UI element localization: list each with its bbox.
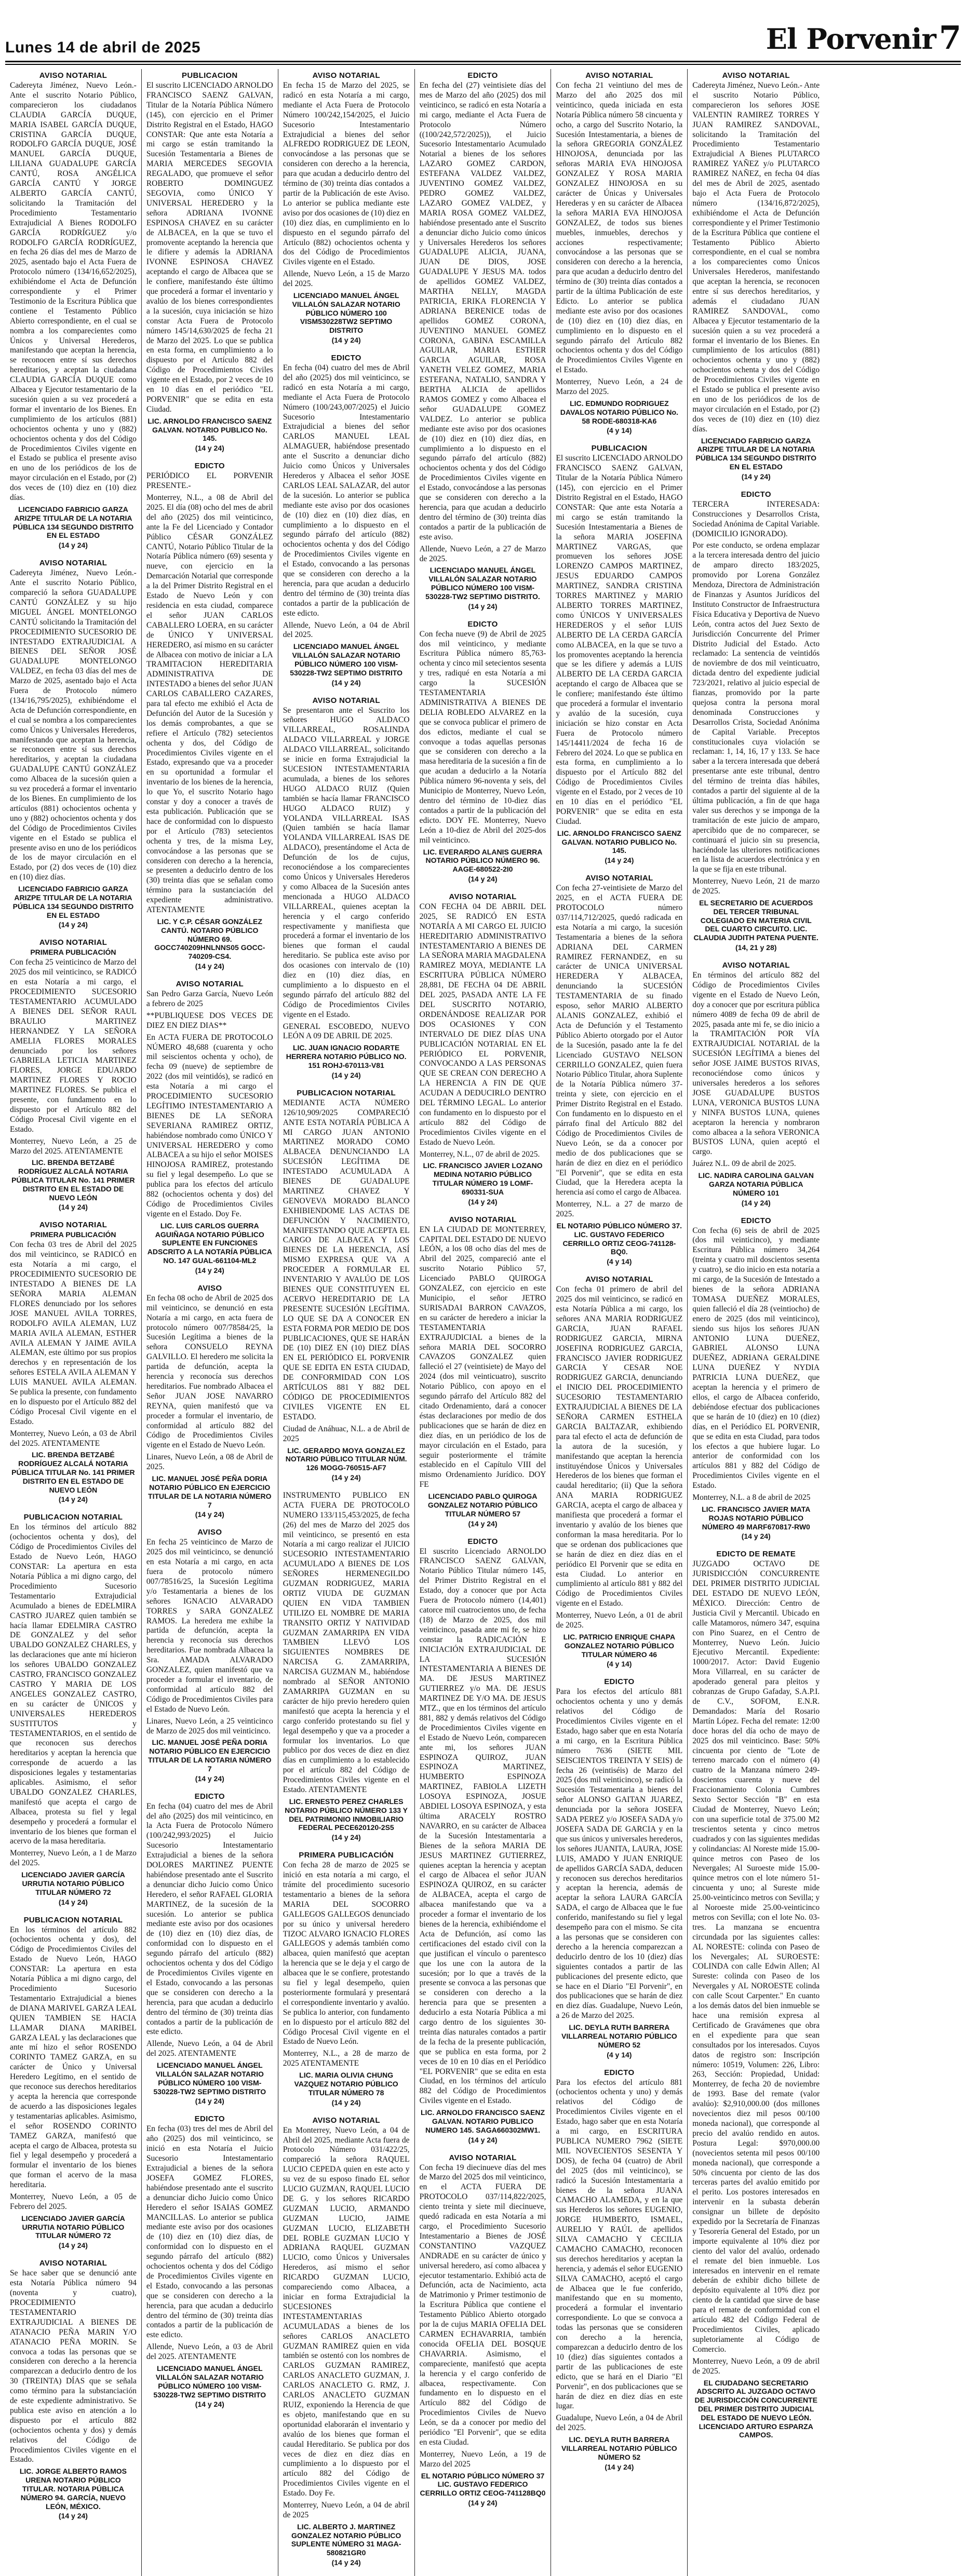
notice-title: AVISO NOTARIAL [449,892,517,901]
publication-dates: (14 y 24) [195,1510,224,1519]
legal-notice [146,462,273,970]
notice-body: Linares, Nuevo León, a 25 veinticinco de Marzo de 2025 dos mil veinticinco. [146,1716,273,1736]
notice-body: El suscrito LICENCIADO ARNOLDO FRANCISCO SAENZ GALVAN, Titular de la Notaría Pública Número (145), con ejercicio en el Primer Distrito Registral en el Estado, HAGO CONSTAR: Que ante esta Notaría a mi cargo se están tramitando la Sucesión Intestamentaria a Bienes de la señora MARIA JOSEFINA MARTINEZ VARGAS, que promueven los señores JOSE LORENZO CAMPOS MARTINEZ, JESUS EDUARDO CAMPOS MARTINEZ, SANDRA CRISTINA TORRES MARTINEZ y MARIO ALBERTO TORRES MARTINEZ, como ÚNICOS Y UNIVERSALES HEREDEROS y el señor LUIS ALBERTO DE LA CERDA GARCÍA como ALBACEA, en la que se tuvo a los promoventes aceptando la herencia que se les difiere y además a LUIS ALBERTO DE LA CERDA GARCIA aceptando el cargo de Albacea que se le confiere; manifestando éste último que procederá a formular el inventario y avalúo de la sucesión, cuya iniciación se hizo constar en Acta Fuera de Protocolo número 145/14411/2024 de fecha 16 de Febrero del 2024. Lo que se publica en esta forma, en cumplimiento a lo dispuesto por el Artículo 882 del Código de Procedimientos Civiles vigente en el Estado, por 2 veces de 10 en 10 días en el periódico "EL PORVENIR" que se edita en esta Ciudad. [556,454,683,826]
notice-title: EDICTO [331,354,361,363]
notice-body: En términos del artículo 882 del Código de Procedimientos Civiles vigente en el Estado de Nuevo León, doy a conocer que por escritura pública número 4089 de fecha 09 de abril de 2025, pasada ante mi fe, se dio inicio a la TRAMITACIÓN POR VÍA EXTRAJUDICIAL NOTARIAL de la SUCESIÓN LEGÍTIMA a bienes del señor JOSE JAIME BUSTOS RIVAS, reconociéndose como únicos y universales herederos a los señores JOSE GUADALUPE BUSTOS LUNA, VERONICA BUSTOS LUNA y NINFA BUSTOS LUNA, quienes aceptaron la herencia y nombraron como albacea a la señora VERONICA BUSTOS LUNA, quien aceptó el cargo. [692,971,820,1157]
notice-body: Para los efectos del artículo 881 (ochocientos ochenta y uno) y demás relativos del Código de Procedimientos Civiles vigente en el Estado, hago saber que en esta Notaría a mi cargo, en ESCRITURA PUBLICA NUMERO 7962 (SIETE MIL NOVECIENTOS SESENTA Y DOS), de fecha 04 (cuatro) de Abril del 2025 (dos mil veinticinco), se radicó la Sucesión Intestamentaria a bienes de la señora JUANA CAMACHO ALAMEDA, y en la que sus Herederos los señores EUGENIO, JORGE HUMBERTO, ISMAEL, AURELIO Y RAÚL de apellidos SILVA CAMACHO Y CECILIA CAMACHO CAMACHO, reconocen sus derechos hereditarios y aceptan la herencia, y además el señor EUGENIO SILVA CAMACHO, aceptó el cargo de Albacea que le fue conferido, manifestando que en su momento, procederá a formular el inventario correspondiente. Lo que se convoca a todas las personas que se consideren con derecho a la herencia, comparezcan a deducirlo dentro de los 10 (diez) días siguientes contados a partir de las publicaciones de este edicto, que se hará en el Diario "El Porvenir", en dos publicaciones que se harán de diez en diez días en este lugar. [556,2078,683,2411]
notice-body: Monterrey, Nuevo León, a 03 de Abril del 2025. ATENTAMENTE [10,1429,137,1448]
legal-notice [283,2116,410,2567]
notice-body: Monterrey, Nuevo León, a 1 de Marzo del 2025. [10,1849,137,1868]
notice-body: Juárez N.L. 09 de abril de 2025. [692,1159,796,1169]
notice-signature: LIC. NADIRA CAROLINA GALVAN GARZA NOTARIA PÚBLICA NÚMERO 101 [698,1171,814,1197]
notice-title: EDICTO [467,71,498,80]
notice-body: Monterrey, Nuevo León, a 01 de abril de 2025. [556,1611,683,1630]
publication-dates: (14, 21 y 28) [735,943,777,952]
publication-dates: (14 y 24) [195,961,224,970]
notice-body: En fecha 25 veinticinco de Marzo de 2025 dos mil veinticinco, se denunció en esta Notaría a mi cargo, en acta fuera de protocolo número 007/78516/25, la Sucesión Legítima y/o Testamentaria a bienes de los señores IGNACIO ALVARADO TORRES y SARA GONZALEZ RAMOS. La heredera me exhibe la partida de defunción, acepta la herencia y reconocía sus derechos hereditarios. Fue nombrada Albacea la Sra. AMADA ALVARADO GONZALEZ, quien manifestó que va proceder a formular el inventario, de conformidad al artículo 882 del Código de Procedimientos Civiles para el Estado de Nuevo León. [146,1538,273,1714]
notice-body: Monterrey, Nuevo León, a 09 de abril de 2025. [692,2356,820,2376]
notice-signature: LIC. ARNOLDO FRANCISCO SAENZ GALVAN. NOTARIO PUBLICO No. 145. [557,829,681,855]
legal-notice [283,1851,410,2106]
publication-dates: (14 y 24) [58,1203,88,1212]
notice-title: PUBLICACION NOTARIAL [23,1513,123,1522]
column-1 [5,69,142,2576]
notice-body: Monterrey, N.L., a 08 de Abril del 2025. El día (08) ocho del mes de abril del año (2025) dos mil veinticinco, ante la Fe del Licenciado y Contador Público CÉSAR GONZÁLEZ CANTÚ, Notario Público Titular de la Notaría Pública número (69) sesenta y nueve, con ejercicio en la Demarcación Notarial que corresponde a la del Primer Distrito Registral en el Estado de Nuevo León y con residencia en esta ciudad, comparece el señor JUAN CARLOS CABALLERO LOERA, en su carácter de ÚNICO Y UNIVERSAL HEREDERO, así mismo en su carácter de Albacea con motivo de iniciar a LA TRAMITACION HEREDITARIA ADMINISTRATIVA DE INTESTADO a bienes del señor JUAN CARLOS CABALLERO CAZARES, para tal efecto me exhibió el Acta de Defunción del Autor de la Sucesión y los demás comprobantes, a que se refiere el Artículo (782) setecientos ochenta y dos, del Código de Procedimientos Civiles vigente en el Estado, expresando que va a proceder en su oportunidad a formular el inventario de los bienes de la herencia, lo que Yo, el suscrito Notario hago constar y doy a conocer a través de esta publicación. Publicación que se hace de conformidad con lo dispuesto por el Artículo (783) setecientos ochenta y tres, de la misma Ley, convocándose a las personas que se consideren con derecho a la herencia, se presenten a deducirlo dentro de los (30) treinta días que se señalan como término para la sustanciación del expediente administrativo. ATENTAMENTE [146,493,273,915]
notice-body: Allende, Nuevo León, a 15 de Marzo del 2025. [283,269,410,289]
notice-body: PERIÓDICO EL PORVENIR PRESENTE.- [146,471,273,491]
notice-body: Allende, Nuevo León, a 04 de Abril del 2025. [283,620,410,640]
legal-notice [10,938,137,1211]
notice-body: En fecha 15 de Marzo del 2025, se radicó en esta Notaría a mi cargo, mediante el Acta Fuera de Protocolo Número 100/242,154/2025, el Juicio Sucesorio Intestamentario Extrajudicial a bienes del señor ALFREDO RODRIGUEZ DE LEON, convocándose a las personas que se consideren con derecho a la herencia, para que acudan a deducirlo dentro del término de (30) treinta días contados a partir de la Publicación de este Aviso. Lo anterior se publica mediante este aviso por dos ocasiones de (10) diez en (10) diez días, en cumplimiento en lo dispuesto en el segundo párrafo del Artículo (882) ochocientos ochenta y dos del Código de Procedimientos Civiles vigente en el Estado. [283,81,410,267]
notice-signature: LICENCIADO FABRICIO GARZA ARIZPE TITULAR DE LA NOTARIA PÚBLICA 134 SEGUNDO DISTRITO EN EL ESTADO [12,505,134,540]
column-3 [278,69,415,2576]
notice-body: Con fecha (6) seis de abril de 2025 (dos mil veinticinco), y mediante Escritura Pública número 34,264 (treinta y cuatro mil doscientos sesenta y cuatro), se dio inicio en esta notaría a mi cargo, de la Sucesión de Intestado a bienes de la señora ADRIANA TOMASA DUEÑEZ MORALES, quien falleció el día 28 (veintiocho) de enero de 2025 (dos mil veinticinco), siendo sus hijos los señores JUAN ANTONIO LUNA DUEÑEZ, GABRIEL ALONSO LUNA DUEÑEZ, ADRIANA GERALDINE LUNA DUEÑEZ Y NYDIA PATRICIA LUNA DUEÑEZ, que aceptan la herencia y el primero de ellos, el cargo de Albacea conferido, debiéndose efectuar dos publicaciones que se harán de 10 (diez) en 10 (diez) días, en el Periódico EL PORVENIR, que se edita en esta Ciudad, para todos los efectos a que hubiere lugar. Lo anterior de conformidad con los artículos 881 y 882 del Código de Procedimientos Civiles vigente en el Estado. [692,1226,820,1490]
notice-title: AVISO NOTARIAL [39,2259,108,2268]
notice-signature: EL SECRETARIO DE ACUERDOS DEL TERCER TRIBUNAL COLEGIADO EN MATERIA CIVIL DEL CUARTO CIRCUITO. LIC. CLAUDIA JUDITH PATENA PUENTE. [693,899,819,942]
notice-body: Cadereyta Jiménez, Nuevo León.- Ante el suscrito Notario Público, comparecieron los ciudadanos CLAUDIA GARCÍA DUQUE, MARIA ISABEL GARCÍA DUQUE, CRISTINA GARCÍA DUQUE, RODOLFO GARCÍA DUQUE, JOSÉ MANUEL GARCÍA DUQUE, LILIANA GUADALUPE GARCÍA CANTÚ, ROSA ANGÉLICA GARCÍA CANTÚ Y JORGE ALBERTO GARCÍA CANTÚ, solicitando la Tramitación del Procedimiento Testamentario Extrajudicial A Bienes RODOLFO GARCÍA RODRÍGUEZ y/o RODOLFO GARCÍA RODRÍGUEZ, en fecha 26 días del mes de Marzo de 2025, asentado bajo el Acta Fuera de Protocolo número (134/16,652/2025), exhibiéndome el Acta de Defunción correspondiente y el Primer Testimonio de la Escritura Pública que contiene el Testamento Público Abierto correspondiente, en el cual se nombra a los comparecientes como Únicos y Universal Herederos, manifestando que aceptan la herencia, se reconocen entre sí sus derechos hereditarios, y aceptan la ciudadana CLAUDIA GARCÍA DUQUE como Albacea y Ejecutor testamentario de la sucesión quien a su vez procederá a formar el inventario de los Bienes. En cumplimiento de los artículos (881) ochocientos ochenta y uno y (882) ochocientos ochenta y dos del Código de Procedimientos Civiles vigente en el Estado se publica el presente aviso en uno de los periódicos de los de mayor circulación en el Estado, por (2) dos veces de (10) diez en (10) diez días. [10,81,137,503]
notice-signature: LIC. DEYLA RUTH BARRERA VILLARREAL NOTARIO PÚBLICO NÚMERO 52 [561,2435,677,2461]
notice-body: Para los efectos del artículo 881 ochocientos ochenta y uno y demás relativos del Código de Procedimientos Civiles vigente en el Estado, hago saber que en esta Notaría a mi cargo, en la Escritura Pública número 7636 (SIETE MIL SEISCIENTOS TREINTA Y SEIS) de fecha 26 (veintiséis) de Marzo del 2025 (dos mil veinticinco), se radicó la Sucesión Testamentaria a bienes del señor ALONSO GAITAN JUAREZ, denunciada por la señora JOSEFA SADA PEREZ y/o JOSEFA SADA y/o JOSEFA SADA DE GARCIA y en la que sus únicos y universales herederos, los señores JUANITA, LAURA, JOSE LUIS, AMADO Y JUAN ENRIQUE de apellidos GARCÍA SADA, deducen y reconocen sus derechos hereditarios y aceptan la herencia, además de aceptar la señora LAURA GARCÍA SADA, el cargo de Albacea que le fue conferido, manifestando su fiel y legal desempeño para con el mismo. Se cita a las personas que se consideren con derecho a la herencia comparezcan a deducirlo dentro de los 10 (diez) días siguientes contados a partir de las publicaciones del presente edicto, que se hace en el Diario "El Porvenir", en dos publicaciones que se harán de diez en diez días. Guadalupe, Nuevo León, a 26 de Marzo del 2025. [556,1687,683,2021]
column-6 [688,69,824,2576]
publication-dates: (14 y 24) [741,1198,771,1207]
legal-notice [10,1221,137,1503]
legal-notice [10,2259,137,2520]
notice-body: Cadereyta Jiménez, Nuevo León.- Ante el suscrito Notario Público, comparecieron los señores JOSE VALENTIN RAMIREZ TORRES Y JUAN RAMIREZ SANDOVAL, solicitando la Tramitación del Procedimiento Testamentario Extrajudicial A Bienes PLUTARCO RAMIREZ YAÑEZ y/o PLUTARCO RAMIREZ NAÑEZ, en fecha 04 días del mes de Abril de 2025, asentado bajo el Acta Fuera de Protocolo número (134/16,872/2025), exhibiéndome el Acta de Defunción correspondiente y el Primer Testimonio de la Escritura Pública que contiene el Testamento Público Abierto correspondiente, en el cual se nombra a los comparecientes como Únicos Universales Herederos, manifestando que aceptan la herencia, se reconocen entre sí sus derechos hereditarios, y además el ciudadano JUAN RAMIREZ SANDOVAL, como Albacea y Ejecutor testamentario de la sucesión quien a su vez procederá a formar el inventario de los Bienes. En cumplimiento de los artículos (881) ochocientos ochenta y uno y (882) ochocientos ochenta y dos del Código de Procedimientos Civiles vigente en el Estado se publica el presente aviso en uno de los periódicos de los de mayor circulación en el Estado, por (2) dos veces de (10) diez en (10) diez días. [692,81,820,433]
notice-body: El suscrito Licenciado ARNOLDO FRANCISCO SAENZ GALVAN, Notario Público Titular número 145, del Primer Distrito Registral en el Estado, doy a conocer que por Acta Fuera de Protocolo número (14,401) catorce mil cuatrocientos uno, de fecha (18) de Marzo de 2025, dos mil veinticinco, pasada ante mi fe, se hizo constar la RADICACIÓN E INICIACIÓN EXTRAJUDICIAL DE LA SUCESIÓN INTESTAMENTARIA A BIENES DE MA. DE JESUS MARTINEZ GUTIERREZ y/o MA. DE JESUS MARTINEZ DE Y/O MA. DE JESUS MTZ., que en los términos del artículo 881, 882 y demás relativos del Código de Procedimientos Civiles vigente en el Estado de Nuevo León, comparecen ante mi, los señores JUAN ESPINOZA QUIROZ, JUAN ESPINOZA MARTINEZ, HUMBERTO ESPINOZA MARTINEZ, FABIOLA LIZETH LOSOYA ESPINOZA, JOSUE ABDIEL LOSOYA ESPINOZA, y esta última ARACELY ROSTRO NAVARRO, en su carácter de Albacea de la Sucesión Intestamentaria a Bienes de la señora MARIA DE JESUS MARTINEZ GUTIERREZ, quienes aceptan la herencia y aceptan el cargo de Albacea el señor JUAN ESPINOZA QUIROZ, en su carácter de ALBACEA, acepta el cargo de albacea manifestando que va a proceder a formar el inventario de los bienes de la herencia, exhibiéndome el Acta de Defunción, así como las certificaciones del estado civil con la que justifican el vínculo o parentesco que los une con la autora de la sucesión; por lo que a través de la presente se convoca a las personas que se consideren con derecho a la herencia para que se presenten a deducirlo a esta Notaría Pública a mi cargo dentro de los siguientes 30-treinta días naturales contados a partir de la fecha de la presente publicación, que se publica en esta forma, por 2 veces de 10 en 10 días en el Periódico "EL PORVENIR" que se edita en esta Ciudad, en los términos del artículo 882 del Código de Procedimientos Civiles vigente en el Estado. [419,1547,546,2106]
notice-title: AVISO NOTARIAL [449,2153,517,2162]
legal-notice [692,1550,820,2439]
notice-body: En ACTA FUERA DE PROTOCOLO NÚMERO 48,688 (cuarenta y ocho mil seiscientos ochenta y ocho), de fecha 09 (nueve) de septiembre de 2022 (dos mil veintidós), se radicó en esta Notaría a mi cargo el PROCEDIMIENTO SUCESORIO LEGÍTIMO INTESTAMENTARIO A BIENES DE LA SEÑORA SEVERIANA RAMIREZ ORTIZ, habiéndose nombrado como ÚNICO Y UNIVERSAL HEREDERO y como ALBACEA a su hijo el señor MOISES HINOJOSA RAMIREZ, protestando su fiel y legal desempeño. Lo que se publica para los efectos del artículo 882 (ochocientos ochenta y dos) del Código de Procedimientos Civiles vigente en el Estado. Doy Fe. [146,1033,273,1218]
legal-notice [283,1089,410,1482]
legal-notice [556,444,682,864]
notice-body: Con fecha 25 veinticinco de Marzo del 2025 dos mil veinticinco, se RADICÓ en esta Notaría a mi cargo, el PROCEDIMIENTO SUCESORIO TESTAMENTARIO ACUMULADO A BIENES DEL SEÑOR RAUL BRAULIO MARTINEZ HERNANDEZ Y LA SEÑORA AMELIA FLORES MORALES denunciado por los señores GABRIELA LETICIA MARTINEZ FLORES, JORGE EDUARDO MARTINEZ FLORES Y ROCIO MARTINEZ FLORES. Se publica el presente, con fundamento en lo dispuesto por el Artículo 882 del Código Procesal Civil vigente en el Estado. [10,958,137,1134]
legal-notice [10,1916,137,2250]
notice-title: AVISO NOTARIAL [585,71,653,80]
notice-title: EDICTO [194,462,225,471]
notice-body: Con fecha 28 de marzo de 2025 se inició en esta notaría a mi cargo, el trámite del procedimiento sucesorio testamentario a bienes de la señora MARIA DEL SOCORRO GALLEGOS GALLEGOS denunciado por su único y universal heredero TIZOC ALVARO IGNACIO FLORES GALLEGOS y además también como albacea, quien manifestó que aceptan la herencia que se le deja y el cargo de albacea que le se confiere, protestando su fiel y legal desempeño, quien posteriormente formulará y presentará el correspondiente inventario y avalúo. Se publica lo anterior, con fundamento en lo dispuesto por el artículo 882 del Código Procesal Civil vigente en el Estado de Nuevo León. [283,1861,410,2046]
notice-body: MEDIANTE ACTA NÚMERO 126/10,909/2025 COMPARECIÓ ANTE ESTA NOTARÍA PÚBLICA A MI CARGO JUAN ANTONIO MARTINEZ MORADO COMO ALBACEA DENUNCIANDO LA SUCESIÓN LEGÍTIMA DE INTESTADO ACUMULADA A BIENES DE GUADALUPE MARTINEZ CHAVEZ Y GENOVEVA MORADO BLANCO EXHIBIENDOME LAS ACTAS DE DEFUNCIÓN Y NACIMIENTO, MANIFESTANDO QUE ACEPTA EL CARGO DE ALBACEA Y LOS BIENES DE LA HERENCIA, ASÍ MISMO EXPRESA QUE VA A PROCEDER A FORMULAR EL INVENTARIO Y AVALÚO DE LOS BIENES QUE CONSTITUYEN EL ACERVO HEREDITARIO DE LA PRESENTE SUCESIÓN LEGÍTIMA. LO QUE SE DA A CONOCER EN ESTA FORMA POR MEDIO DE DOS PUBLICACIONES, QUE SE HARÁN DE (10) DIEZ EN (10) DIEZ DÍAS EN EL PERIÓDICO EL PORVENIR QUE SE EDITA EN ESTA CIUDAD, DE CONFORMIDAD CON LOS ARTÍCULOS 881 Y 882 DEL CÓDIGO DE PROCEDIMIENTOS CIVILES VIGENTE EN EL ESTADO. [283,1098,410,1421]
brand-name: El Porvenir [766,22,936,56]
notice-body: Monterrey, Nuevo León, a 25 de Marzo del 2025. ATENTAMENTE [10,1136,137,1156]
notice-signature: LIC. EVERARDO ALANIS GUERRA NOTARIO PÚBLICO NÚMERO 96. AAGE-680522-2I0 [423,847,543,874]
notice-body: **PUBLIQUESE DOS VECES DE DIEZ EN DIEZ DIAS** [146,1011,273,1030]
legal-notice [146,2114,273,2408]
legal-notice [283,354,410,687]
notice-signature: LIC. BRENDA BETZABÉ RODRÍGUEZ ALCALÁ NOTARIA PÚBLICA TITULAR No. 141 PRIMER DISTRITO EN EL ESTADO DE NUEVO LEÓN [11,1158,135,1202]
notice-body: Linares, Nuevo León, a 08 de Abril de 2025. [146,1453,273,1472]
legal-notice [556,1677,682,2058]
publication-dates: (14 y 24) [58,2512,88,2520]
notice-title: EDICTO [741,490,771,499]
notice-title: PUBLICACION [182,71,238,80]
publication-dates: (14 y 24) [58,541,88,550]
notice-body: Con fecha nueve (9) de Abril de 2025 dos mil veinticinco, y mediante Escritura Pública número 85,763-ochenta y cinco mil setecientos sesenta y tres, radiqué en esta Notaría a mi cargo la SUCESIÓN TESTAMENTARIA ADMINISTRATIVA A BIENES DE DELIA ROBLEDO ALVAREZ en la que se convoca publicar el primero de dos edictos, mediante el cual se convoque a todas aquellas personas que se consideren con derecho a la masa hereditaria de la sucesión a fin de que acudan a deducirlo a la Notaría Pública número 96-noventa y seis, del Municipio de Monterrey, Nuevo León, dentro del término de 10-diez días contados a partir de la publicación del edicto. DOY FE. Monterrey, Nuevo León a 10-diez de Abril del 2025-dos mil veinticinco. [419,629,546,845]
legal-notice [692,490,820,952]
notice-title: AVISO NOTARIAL [39,1221,108,1230]
notice-body: Monterrey, Nuevo León, a 24 de Marzo del 2025. [556,377,683,397]
notice-body: El suscrito LICENCIADO ARNOLDO FRANCISCO SAENZ GALVAN, Titular de la Notaría Pública Número (145), con ejercicio en el Primer Distrito Registral en el Estado, HAGO CONSTAR: Que ante esta Notaría a mi cargo se están tramitando la Sucesión Testamentaria a Bienes de MARIA MERCEDES SEGOVIA REGALADO, que promueve el señor ROBERTO DOMINGUEZ SEGOVIA, como ÚNICO Y UNIVERSAL HEREDERO y la señora ADRIANA IVONNE ESPINOSA CHAVEZ en su carácter de ALBACEA, en la que se tuvo el promovente aceptando la herencia que le difiere y además la ADRIANA IVONNE ESPINOSA CHAVEZ aceptando el cargo de Albacea que se le confiere, manifestando éste último que procederá a formar el inventario y avalúo de los bienes correspondientes a la sucesión, cuya iniciación se hizo constar Acta Fuera de Protocolo número 145/14,630/2025 de fecha 21 de Marzo del 2025. Lo que se publica en esta forma, en cumplimiento a lo dispuesto por el Artículo 882 del Código de Procedimientos Civiles vigente en el Estado, por 2 veces de 10 en 10 días en el periódico "EL PORVENIR" que se edita en esta Ciudad. [146,81,273,414]
notice-body: Por este conducto, se ordena emplazar a la tercera interesada dentro del juicio de amparo directo 183/2025, promovido por Lorena González Mendoza, Directora de Administración de Finanzas y Asuntos Jurídicos del Instituto Constructor de Infraestructura Física Educativa y Deportiva de Nuevo León, contra actos del Juez Sexto de Jurisdicción Concurrente del Primer Distrito Judicial del Estado. Acto reclamado: La sentencia de veintidós de noviembre de dos mil veinticuatro, dictada dentro del expediente judicial 723/2021, relativo al juicio especial de fianzas, promovido por la parte quejosa contra la persona moral denominada Construcciones y Desarrollos Crista, Sociedad Anónima de Capital Variable. Preceptos constitucionales cuya violación se reclaman: 1, 14, 16, 17 y 133. Se hace saber a la tercera interesada que deberá presentarse ante este tribunal, dentro del término de treinta días hábiles, contados a partir del siguiente al de la última publicación, a fin de que haga valer sus derechos y se imponga de la tramitación de este juicio de amparo, apercibido que de no comparecer, se continuará el juicio sin su presencia, haciéndole las ulteriores notificaciones en la lista de acuerdos electrónica y en la que se fija en este tribunal. [692,541,820,874]
notice-body: En los términos del artículo 882 (ochocientos ochenta y dos), del Código de Procedimientos Civiles del Estado de Nuevo León, HAGO CONSTAR: La apertura en esta Notaría Pública a mi digno cargo, del Procedimiento Sucesorio Testamentario Extrajudicial Acumulado a bienes de EDELMIRA CASTRO JUAREZ quien también se hacía llamar EDELMIRA CASTRO DE GONZALEZ y del señor UBALDO GONZALEZ CHARLES, y las declaraciones que ante mí hicieron los señores UBALDO GONZALEZ CASTRO, FRANCISCO GONZALEZ CASTRO Y MARIA DE LOS ANGELES GONZALEZ CASTRO, en su carácter de ÚNICOS y UNIVERSALES HEREDEROS SUSTITUTOS y TESTAMENTARIOS, en el sentido de que reconocen sus derechos hereditarios y aceptan la herencia que corresponde de acuerdo a las disposiciones legales y testamentarias aplicables. Asimismo, el señor UBALDO GONZALEZ CHARLES, manifestó que acepta el cargo de Albacea, protesta su fiel y legal desempeño y procederá a formular el inventario de los bienes que forman el acervo de la masa hereditaria. [10,1523,137,1846]
notice-signature: LICENCIADO JAVIER GARCÍA URRUTIA NOTARIO PÚBLICO TITULAR NÚMERO 72 [21,1870,125,1896]
notice-signature: LIC. EDMUNDO RODRIGUEZ DAVALOS NOTARIO PÚBLICO No. 58 RODE-680318-KA6 [560,399,678,425]
publication-dates: (14 y 24) [605,2462,634,2471]
legal-notice [146,71,273,452]
legal-notice [692,71,820,481]
notice-body: Monterrey, N.L., a 28 de marzo de 2025 ATENTAMENTE [283,2049,410,2068]
notice-signature: LIC. FRANCISCO JAVIER MATA ROJAS NOTARIO PÚBLICO NÚMERO 49 MARF670817-RW0 [702,1504,811,1531]
publication-dates: (14 y 24) [331,1833,361,1842]
notice-signature: LIC. ALBERTO J. MARTINEZ GONZALEZ NOTARIO PÚBLICO SUPLENTE NÚMERO 31 MAGA-580821GR0 [291,2522,401,2557]
notice-body: Guadalupe, Nuevo León, a 04 de Abril del 2025. [556,2414,683,2433]
notice-signature: LIC. ERNESTO PEREZ CHARLES NOTARIO PÚBLICO NÚMERO 133 Y DEL PATRIMONIO INMOBILIARIO FEDERAL PECE620120-2S5 [285,1797,408,1832]
notice-body: Monterrey, Nuevo León, 21 de marzo de 2025. [692,877,820,896]
publication-dates: (14 y 24) [331,2098,361,2107]
legal-notice [420,1215,546,1528]
notice-signature: LIC. GERARDO MOYA GONZALEZ NOTARIO PÚBLICO TITULAR NÚM. 126 MOGG-760515-AF7 [285,1446,407,1472]
notice-title: AVISO NOTARIAL [39,71,108,80]
publication-dates: (14 y 24) [468,602,498,611]
notice-signature: LIC. JUAN IGNACIO RODARTE HERRERA NOTARIO PÚBLICO NO. 151 ROHJ-670113-V81 [286,1043,407,1069]
notice-signature: LIC. FRANCISCO JAVIER LOZANO MEDINA NOTARIO PÚBLICO TITULAR NÚMERO 19 LOMF-690331-SUA [423,1161,543,1196]
notice-signature: LIC. LUIS CARLOS GUERRA AGUIÑAGA NOTARIO PÚBLICO SUPLENTE EN FUNCIONES ADSCRITO A LA NOTARÍA PÚBLICA NO. 147 GUAL-661104-ML2 [147,1221,272,1265]
notice-title: AVISO NOTARIAL [722,71,790,80]
notice-title: PUBLICACION NOTARIAL [23,1915,123,1924]
notice-body: En fecha (04) cuatro del mes de Abril del año (2025) dos mil veinticinco, se radicó en esta Notaría a mi cargo, mediante el Acta Fuera de Protocolo Número (100/243,007/2025) el Juicio Sucesorio Intestamentario Extrajudicial a bienes del señor CARLOS MANUEL LEAL ALMAGUER, habiéndose presentado ante el Suscrito a denunciar dicho Juicio como Únicos y Universales Herederos y Albacea el señor JOSE CARLOS LEAL SALAZAR, del autor de la sucesión. Lo anterior se publica mediante este aviso por dos ocasiones de (10) diez en (10) diez días, en cumplimiento a lo dispuesto en el segundo párrafo del artículo (882) ochocientos ochenta y dos del Código de Procedimientos Civiles vigente en el Estado, convocando a las personas que se consideren con derecho a la herencia, para que acudan a deducirlo dentro del término de (30) treinta días contados a partir de la publicación de este edicto. [283,363,410,618]
notice-body: En fecha del (27) veintisiete días del mes de Marzo del año (2025) dos mil veinticinco, se radicó en esta Notaría a mi cargo, mediante el Acta Fuera de Protocolo Número ((100/242,572/2025)), el Juicio Sucesorio Intestamentario Acumulado Notarial a bienes de los señores LAZARO GOMEZ CARDON, ESTEFANA VALDEZ VALDEZ, JUVENTINO GOMEZ VALDEZ, PEDRO GOMEZ VALDEZ, LAZARO GOMEZ VALDEZ, y MARIA ROSA GOMEZ VALDEZ, habiéndose presentado ante el Suscrito a denunciar dicho Juicio como únicos y Universales Herederos los señores GUADALUPE ALICIA, JUANA, JUAN DE DIOS, JOSE GUADALUPE Y JESUS MA. todos de apellidos GOMEZ VALDEZ, MARTHA NELLY, MAGDA PATRICIA, ERIKA FLORENCIA Y ADRIANA BERENICE todas de apellidos GOMEZ CORONA, JUVENTINO MANUEL GOMEZ CORONA, GABINA ESCAMILLA AGUILAR, MARIA ESTHER GARCIA AGUILAR, ROSA YANETH VELEZ GOMEZ, MARIA ESTEFANA, NATALIO, SANDRA Y BERTHA ALICIA de apellidos RAMOS GOMEZ y como Albacea el señor GUADALUPE GOMEZ VALDEZ. Lo anterior se publica mediante este aviso por dos ocasiones de (10) diez en (10) diez días, en cumplimiento a lo dispuesto en el segundo párrafo del artículo (882) ochocientos ochenta y dos del Código de Procedimientos Civiles vigente en el Estado, convocándose a las personas que se consideren con derecho a la herencia, para que acudan a deducirlo dentro del término de (30) treinta días contados a partir de la publicación de este aviso. [419,81,546,541]
notice-title: AVISO NOTARIAL [39,938,108,947]
notice-title: EDICTO [467,619,498,629]
legal-notice [283,696,410,1079]
notice-body: Con fecha 27-veintisiete de Marzo del 2025, en el ACTA FUERA DE PROTOCOLO número 037/114,712/2025, quedó radicada en esta Notaría a mi cargo, la sucesión Testamentaria a bienes de la señora ADRIANA DEL CARMEN RAMIREZ FERNANDEZ, en su carácter de UNICA UNIVERSAL HEREDERA Y ALBACEA, denunciando la SUCESIÓN TESTAMENTARIA de su finado esposo, señor MARIO ALBERTO ALANIS GONZALEZ, exhibió el Acta de Defunción y el Testamento Público Abierto otorgado por el Autor de la Sucesión, pasado ante la fe del Licenciado GUSTAVO NELSON CERRILLO GONZALEZ, quien fuera Notario Público Titular, ahora Suplente de la Notaría Pública número 37-treinta y siete, con ejercicio en el Primer Distrito Registral en el Estado. Con fundamento en lo dispuesto en el párrafo final del Artículo 882 del Código de Procedimientos Civiles de Nuevo León, se da a conocer por medio de dos publicaciones que se harán de diez en diez en el periódico "El Porvenir", que se edita en esta Ciudad, que la Heredera acepta la herencia así como el cargo de Albacea. [556,884,683,1197]
publication-dates: (4 y 14) [607,2050,632,2059]
column-2 [142,69,278,2576]
column-5 [551,69,688,2576]
notice-body: Monterrey, N.L. a 27 de marzo de 2025. [556,1200,683,1219]
notice-signature: EL NOTARIO PÚBLICO NÚMERO 37. LIC. GUSTAVO FEDERICO CERRILLO ORTIZ CEOG-741128-BQ0. [556,1222,682,1256]
publication-dates: (14 y 24) [741,472,771,481]
notice-title: AVISO NOTARIAL [312,696,380,705]
notice-signature: LICENCIADO FABRICIO GARZA ARIZPE TITULAR DE LA NOTARIA PÚBLICA 134 SEGUNDO DISTRITO EN EL ESTADO [695,436,816,471]
notice-signature: LIC. Y C.P. CÉSAR GONZÁLEZ CANTÚ. NOTARIO PÚBLICO NÚMERO 69. GOCC740209HNLNNS05 GOCC-740209-CS4. [154,917,265,961]
notice-signature: LIC. MARIA OLIVIA CHUNG VAZQUEZ NOTARIO PÚBLICO TITULAR NÚMERO 78 [294,2071,398,2097]
notice-title: EDICTO [194,2114,225,2124]
notice-signature: LIC. ARNOLDO FRANCISCO SAENZ GALVAN. NOTARIO PUBLICO NUMERO 145. SAGA660302MW1. [420,2108,545,2134]
notice-signature: EL CIUDADANO SECRETARIO ADSCRITO AL JUZGADO OCTAVO DE JURISDICCIÓN CONCURRENTE DEL PRIMER DISTRITO JUDICIAL DEL ESTADO DE NUEVO LEÓN. LICENCIADO ARTURO ESPARZA CAMPOS. [694,2378,817,2439]
notice-title: AVISO [197,1528,222,1537]
notice-title: AVISO NOTARIAL [312,2116,380,2125]
legal-notice [10,559,137,929]
publication-dates: (14 y 24) [331,2558,361,2567]
notice-body: En Monterrey, Nuevo León, a 04 de Abril del 2025, mediante Acta fuera de Protocolo Número 031/422/25, compareció la señora RAQUEL LUCIO CEPEDA quien en este acto y su vez de su esposo finado EL señor LUCIO GUZMAN, RAQUEL LUCIO DE G. y los señores RICARDO GUZMAN LUCIO, ARMANDO GUZMAN LUCIO, JAIME GUZMAN LUCIO, ELIZABETH DEL ROBLE GUZMAN LUCIO Y ADRIANA RAQUEL GUZMAN LUCIO, como Únicos y Universales Herederos, así mismo el señor RICARDO GUZMAN LUCIO, compareciendo como Albacea, a iniciar en forma Extrajudicial la SUCESIONES INTESTAMENTARIAS ACUMULADAS a bienes de los señores CARLOS ANACLETO GUZMAN RAMIREZ quien en vida también se ostentó con los nombres de CARLOS GUZMAN RAMIREZ, CARLOS ANACLETO GUZMAN, J. CARLOS ANACLETO G. RMZ, J. CARLOS ANACLETO GUZMAN RUIZ, exponiendo la Herencia de que es objeto, manifestando que en su oportunidad elaborarán el inventario y avalúo de los bienes que forman el caudal Hereditario. Se publica por dos veces de diez en diez días en cumplimiento a lo dispuesto por el artículo 882 del Código de Procedimientos Civiles vigente en el Estado. Doy Fe. [283,2125,410,2498]
notice-body: En fecha (03) tres del mes de Abril del año (2025) dos mil veinticinco, se inició en esta Notaría el Juicio Sucesorio Intestamentario Extrajudicial a bienes de la señora JOSEFA GOMEZ FLORES, habiéndose presentado ante el suscrito a denunciar dicho Juicio como Único Heredero el señor ISAIAS GOMEZ MANCILLAS. Lo anterior se publica mediante este aviso por dos ocasiones de (10) diez en (10) diez días, de conformidad con lo dispuesto en el segundo párrafo del artículo (882) ochocientos ochenta y dos del Código de Procedimientos Civiles vigente en el Estado, convocando a las personas que se consideren con derecho a la herencia, para que acudan a deducirlo dentro del término de (30) treinta días contados a partir de la publicación de este edicto. [146,2124,273,2340]
notice-body: Allende, Nuevo León, a 27 de Marzo de 2025. [419,544,546,563]
legal-notice [692,1216,820,1541]
notice-signature: LICENCIADO MANUEL ÁNGEL VILLALÓN SALAZAR NOTARIO PÚBLICO NÚMERO 100 VISM-530228-TW2 SEPTIMO DISTRITO [153,2061,266,2096]
page-number: 7 [938,19,961,57]
publication-dates: (14 y 24) [741,1532,771,1541]
publication-dates: (14 y 24) [58,2241,88,2250]
legal-notice [10,71,137,549]
notice-body: Ciudad de Anáhuac, N.L. a de Abril de 2025 [283,1424,410,1443]
publication-dates: (14 y 24) [195,2400,224,2409]
legal-notice [556,2068,682,2471]
notice-body: Con fecha 03 tres de Abril del 2025 dos mil veinticinco, se RADICÓ en esta Notaría a mi cargo, el PROCEDIMIENTO SUCESORIO DE INTESTADO A BIENES DE LA SEÑORA MARIA ALEMAN FLORES denunciado por los señores JOSE MANUEL AVILA TORRES, RODOLFO AVILA ALEMAN, LUZ MARIA AVILA ALEMAN, ESTHER AVILA ALEMAN Y JAIME AVILA ALEMAN, este último por sus propios derechos y en representación de los señores ESTELA AVILA ALEMAN Y LUIS MANUEL AVILA ALEMAN. Se publica la presente, con fundamento en lo dispuesto por el Artículo 882 del Código Procesal Civil vigente en el Estado. [10,1240,137,1426]
publication-dates: (4 y 14) [607,1660,632,1669]
publication-dates: (14 y 24) [58,1897,88,1906]
issue-date: Lunes 14 de abril de 2025 [5,39,201,56]
legal-notice [146,1284,273,1519]
notice-body: CON FECHA 04 DE ABRIL DEL 2025, SE RADICÓ EN ESTA NOTARÍA A MI CARGO EL JUICIO HEREDITARIO ADMINISTRATIVO INTESTAMENTARIO A BIENES DE LA SEÑORA MARIA MAGDALENA RAMIREZ MOYA, MEDIANTE LA ESCRITURA PÚBLICA NÚMERO 28,881, DE FECHA 04 DE ABRIL DEL 2025, PASADA ANTE LA FE DEL SUSCRITO NOTARIO, ORDENÁNDOSE REALIZAR POR DOS OCASIONES Y CON INTERVALO DE DIEZ DÍAS UNA PUBLICACIÓN NOTARIAL EN EL PERIÓDICO EL PORVENIR, CONVOCANDO A LAS PERSONAS QUE SE CREAN CON DERECHO A LA HERENCIA A FIN DE QUE ACUDAN A DEDUCIRLO DENTRO DEL TÉRMINO LEGAL. Lo anterior con fundamento en lo dispuesto por el artículo 882 del Código de Procedimientos Civiles vigente en el Estado de Nuevo León. [419,902,546,1147]
notice-body: JUZGADO OCTAVO DE JURISDICCIÓN CONCURRENTE DEL PRIMER DISTRITO JUDICIAL DEL ESTADO DE NUEVO LEÓN, MÉXICO. Dirección: Centro de Justicia Civil y Mercantil. Ubicado en calle Matamoros, número 347, esquina con Pino Suarez, en el Centro de Monterrey, Nuevo León. Juicio Ejecutivo Mercantil. Expediente: 1000/2017. Actor: David Eugenio Mora Villarreal, en su carácter de apoderado general para pleitos y cobranzas de Grupo Gafaday, S.A.P.I. de C.V., SOFOM, E.N.R. Demandados: María del Rosario Martín López. Fecha del remate: 12:00 doce horas del día ocho de mayo de 2025 dos mil veinticinco. Base: 50% cincuenta por ciento de "Lote de terreno marcado con el número (4) cuatro de la Manzana número 249-doscientos cuarenta y nueve del Fraccionamiento Colonia Cumbres Sexto Sector Sección "B" en esta Ciudad de Monterrey, Nuevo León; con una superficie total de 375.00 M2 trescientos setenta y cinco metros cuadrados y con las siguientes medidas y colindancias: Al Noreste mide 15.00-quince metros con Paseo de los Nevergales; Al Suroeste mide 15.00- quince metros con el lote número 51-cincuenta y uno; al Sureste mide 25.00-veinticinco metros con Sevilla; y al Noroeste mide 25.00-veinticinco metros con Sevilla; con el lote No. 03-tres. La manzana se encuentra circundada por las siguientes calles: AL NORESTE: colinda con Paseo de los Nevergales; AL SUROESTE: COLINDA con calle Edwin Allen; Al Sureste: colinda con Paseo de los Nevergales y AL NOROESTE colinda con calle Scout Carpenter." En cuanto a los demás datos del bien inmueble se hace una remisión expresa al Certificado de Gravámenes que obra en el expediente para que sean consultados por los interesados. Cuyos datos de registro son: Inscripción número: 10519, Volumen: 226, Libro: 263, Sección: Propiedad, Unidad: Monterrey, de fecha 20 de noviembre de 1993. Base del remate (valor avalúo): $2,910,000.00 (dos millones novecientos diez mil pesos 00/100 moneda nacional), que corresponde al precio del avalúo rendido en autos. Postura Legal: $970,000.00 (novecientos setenta mil pesos 00/100 moneda nacional), que corresponde a 50% cincuenta por ciento de las dos terceras partes del avalúo emitido por el perito. Los postores interesados en intervenir en la subasta deberán consignar un billete de depósito expedido por la Secretaría de Finanzas y Tesorería General del Estado, por un importe equivalente al 10% diez por ciento del valor del avalúo, ordenado el remate del bien inmueble. Los interesados en intervenir en el remate deberán de exhibir dicho billete de depósito equivalente al 10% diez por ciento de la cantidad que sirve de base para el remate de conformidad con el artículo 482 del Código Federal de Procedimientos Civiles, aplicado supletoriamente al Código de Comercio. [692,1560,820,2354]
publication-dates: (14 y 24) [605,856,634,865]
publication-dates: (14 y 24) [331,1070,361,1079]
notice-body: Monterrey, Nuevo León, a 19 de Marzo del 2025 [419,2449,546,2469]
notice-signature: LICENCIADO JAVIER GARCÍA URRUTIA NOTARIO PÚBLICO TITULAR NÚMERO 72 [21,2214,125,2240]
publication-dates: (14 y 24) [195,1266,224,1275]
notice-body: En fecha 08 ocho de Abril de 2025 dos mil veinticinco, se denunció en esta Notaría a mi cargo, en acta fuera de protocolo número 007/78584/25, la Sucesión Legítima a bienes de la señora CONSUELO REYNA GALVILLO. El heredero me solicita la partida de defunción, acepta la herencia y reconocía sus derechos hereditarios. Fue nombrado Albacea el Señor JUAN JOSE NAVARRO REYNA, quien manifestó que va proceder a formular el inventario, de conformidad al artículo 882 del Código de Procedimientos Civiles vigente en el Estado de Nuevo León. [146,1293,273,1450]
notice-body: Allende, Nuevo León, a 03 de Abril del 2025. ATENTAMENTE [146,2342,273,2362]
notice-title: AVISO NOTARIAL [176,979,244,988]
notice-signature: LICENCIADO MANUEL ÁNGEL VILLALÓN SALAZAR NOTARIO PÚBLICO NÚMERO 100 VISM530228TW2 SEPTIMO DISTRITO [292,291,400,335]
notice-signature: LIC. MANUEL JOSÉ PEÑA DORIA NOTARIO PÚBLICO EN EJERCICIO TITULAR DE LA NOTARIA NÚMERO 7 [148,1738,272,1773]
publication-dates: (14 y 24) [331,1473,361,1482]
legal-notice [283,71,410,344]
notice-signature: LIC. BRENDA BETZABÉ RODRÍGUEZ ALCALÁ NOTARIA PÚBLICA TITULAR No. 141 PRIMER DISTRITO EN EL ESTADO DE NUEVO LEÓN [11,1450,135,1494]
legal-notice [146,1792,273,2106]
publication-dates: (14 y 24) [468,1197,498,1206]
notice-body: Se presentaron ante el Suscrito los señores HUGO ALDACO VILLARREAL, ROSALINDA ALDACO VILLARREAL y JORGE ALDACO VILLARREAL, solicitando se inicie en forma Extrajudicial la SUCESION INTESTAMENTARIA acumulada, a bienes de los señores HUGO ALDACO RUIZ (Quien también se hacía llamar FRANCISCO HUGO ALDACO RUIZ) y YOLANDA VILLARREAL ISAS (Quien también se hacía llamar YOLANDA VILLARREAL ISAS DE ALDACO), presentándome el Acta de Defunción de los de cujus, reconociéndose a los comparecientes como Únicos y Universales Herederos y como Albacea de la Sucesión antes mencionada a HUGO ALDACO VILLARREAL, quienes aceptan la herencia y el cargo conferido respectivamente y manifiesta que procederá a formar el inventario de los bienes que forman el caudal hereditario. Se publica este aviso por dos ocasiones con intervalo de (10) diez en (10) diez días, en cumplimiento a lo dispuesto en el segundo párrafo del artículo 882 del Código de Procedimientos Civiles vigente en el Estado. [283,706,410,1019]
notice-signature: LICENCIADO MANUEL ÁNGEL VILLALÓN SALAZAR NOTARIO PÚBLICO NÚMERO 100 VISM-530228-TW2 SEPTIMO DISTRITO [153,2364,266,2399]
notice-body: Con fecha 19 diecinueve días del mes de Marzo del 2025 dos mil veinticinco, en el ACTA FUERA DE PROTOCOLO 037/114,822/2025, ciento treinta y siete mil diecinueve, quedó radicada en esta Notaría a mi cargo, el Procedimiento Sucesorio Intestamentario a Bienes de JOSÉ CONSTANTINO VAZQUEZ ANDRADE en su carácter de único y universal heredero, así como albacea y ejecutor testamentario. Exhibió acta de Defunción, acta de Nacimiento, acta de Matrimonio y Primer testimonio de la Escritura Pública que contiene el Testamento Público Abierto otorgado por la de cujus MARIA OFELIA DEL CARMEN ECHAVARRIA, también conocida OFELIA DEL BOSQUE CHAVARRIA. Asimismo, el compareciente, manifestó que acepta la herencia y el cargo conferido de albacea, respectivamente. Con fundamento en lo dispuesto en el Artículo 882 del Código de Procedimientos Civiles de Nuevo León, se da a conocer por medio del periódico "El Porvenir", que se edita en esta Ciudad. [419,2163,546,2447]
notice-title: AVISO NOTARIAL [585,874,653,883]
legal-notice [556,1275,682,1668]
publication-dates: (14 y 24) [195,2097,224,2106]
notice-body: Allende, Nuevo León, a 04 de Abril del 2025. ATENTAMENTE [146,2039,273,2058]
publication-dates: (14 y 24) [468,2135,498,2144]
notice-title: AVISO [197,1283,222,1293]
notice-signature: LIC. PATRICIO ENRIQUE CHAPA GONZALEZ NOTARIO PÚBLICO TITULAR NÚMERO 46 [563,1632,676,1659]
notice-signature: LICENCIADO FABRICIO GARZA ARIZPE TITULAR DE LA NOTARIA PÚBLICA 134 SEGUNDO DISTRITO EN EL ESTADO [12,885,134,919]
publication-dates: (14 y 24) [195,444,224,453]
publication-dates: (14 y 24) [58,1495,88,1504]
publication-dates: (4 y 14) [607,426,632,435]
notice-signature: LICENCIADO MANUEL ÁNGEL VILLALÓN SALAZAR NOTARIO PÚBLICO NÚMERO 100 VISM-530228-TW2 SEPTIMO DISTRITO [290,642,403,677]
notice-title: AVISO NOTARIAL [39,559,108,568]
notice-subtitle: PRIMERA PUBLICACIÓN [30,948,116,957]
publication-dates: (4 y 14) [607,1257,632,1266]
publication-dates: (14 y 24) [58,920,88,929]
legal-notice [146,980,273,1275]
notice-body: Se hace saber que se denunció ante esta Notaría Pública número 94 (noventa y cuatro), PROCEDIMIENTO TESTAMENTARIO EXTRAJUDICIAL A BIENES DE ATANACIO PEÑA MARIN Y/O ATANACIO PEÑA MORIN. Se convoca a todas las personas que se consideren con derecho a la herencia comparezcan a deducirlo dentro de los 30 (TREINTA) DÍAS que se señala como término para la substanciación de este expediente administrativo. Se publica este aviso en atención a lo dispuesto por el artículo 882 (ochocientos ochenta y dos) y demás relativos del Código de Procedimientos Civiles vigente en el Estado. [10,2269,137,2464]
masthead [5,0,961,62]
publication-dates: (14 y 24) [195,1774,224,1783]
publication-dates: (14 y 24) [468,1519,498,1528]
notice-body: Monterrey, Nuevo León, a 04 de abril de 2025 [283,2501,410,2519]
legal-notice [420,71,546,611]
notice-subtitle: PRIMERA PUBLICACIÓN [30,1230,116,1239]
legal-notice [146,1528,273,1782]
notice-body: Con fecha 01 primero de abril del 2025 dos mil veinticinco, se radicó en esta Notaría Pública a mi cargo, los señores ANA MARIA RODRIGUEZ GARCIA, JUAN RAFAEL RODRIGUEZ GARCIA, MIRNA JOSEFINA RODRIGUEZ GARCIA, FRANCISCO JAVIER RODRIGUEZ GARCIA Y CESAR NOE RODRIGUEZ GARCIA, denunciando el INICIO DEL PROCEDIMIENTO SUCESORIO TESTAMENTARIO EXTRAJUDICIAL A BIENES DE LA SEÑORA CARMEN ESTHELA GARCIA BALTAZAR, exhibiendo para tal efecto el acta de defunción de la autora de la sucesión, y manifestando que aceptan la herencia instituyéndose Únicos y Universales Herederos de los bienes que forman el caudal hereditario; (ii) Que la señora ANA MARIA RODRIGUEZ GARCIA, acepta el cargo de albacea y manifiesta que procederá a formar el inventario y avalúo de los bienes que conforman la masa hereditaria. Por lo que se ordenan dos publicaciones que se harán de diez en diez días en el periódico El Porvenir que se edita en esta Ciudad. Lo anterior en cumplimiento al artículo 881 y 882 del Código de Procedimientos Civiles vigente en el Estado. [556,1285,683,1608]
publication-dates: (14 y 24) [331,336,361,345]
notice-body: Monterrey, N.L. a 8 de abril de 2025 [692,1493,811,1502]
notice-title: EDICTO [467,1537,498,1546]
notice-signature: LIC. MANUEL JOSÉ PEÑA DORIA NOTARIO PÚBLICO EN EJERCICIO TITULAR DE LA NOTARIA NÚMERO 7 [148,1474,272,1509]
header-rule [5,64,961,65]
notice-body: Cadereyta Jiménez, Nuevo León.- Ante el suscrito Notario Público, compareció la señora GUADALUPE CANTÚ GONZÁLEZ y su hijo MIGUEL ÁNGEL MONTELONGO CANTÚ solicitando la Tramitación del PROCEDIMIENTO SUCESORIO DE INTESTADO EXTRAJUDICIAL A BIENES DEL SEÑOR JOSÉ GUADALUPE MONTELONGO VALDEZ, en fecha 03 días del mes de Marzo de 2025, asentado bajo el Acta Fuera de Protocolo número (134/16,795/2025), exhibiéndome el Acta de Defunción correspondiente, en el cual se nombra a los comparecientes como Únicos y Universales Herederos, manifestando que aceptan la herencia, se reconocen entre sí sus derechos hereditarios, y aceptan la ciudadana GUADALUPE CANTÚ GONZÁLEZ como Albacea de la sucesión quien a su vez procederá a formar el inventario de los Bienes. En cumplimiento de los artículos (881) ochocientos ochenta y uno y (882) ochocientos ochenta y dos del Código de Procedimientos Civiles vigente en el Estado se publica el presente aviso en uno de los periódicos de los de mayor circulación en el Estado, por (2) dos veces de (10) diez en (10) diez días. [10,568,137,882]
notice-signature: LICENCIADO MANUEL ÁNGEL VILLALÓN SALAZAR NOTARIO PÚBLICO NÚMERO 100 VISM-530228-TW2 SEPTIMO DISTRITO. [425,566,540,601]
notice-title: AVISO NOTARIAL [312,71,380,80]
newspaper-logo [766,19,961,57]
notice-title: AVISO NOTARIAL [722,961,790,970]
notice-title: EDICTO [194,1792,225,1801]
notice-signature: LIC. JORGE ALBERTO RAMOS URENA NOTARIO PÚBLICO TITULAR. NOTARIA PÚBLICA NÚMERO 94. GARCÍA, NUEVO LEÓN, MÉXICO. [19,2467,127,2511]
notice-signature: EL NOTARIO PÚBLICO NÚMERO 37 LIC. GUSTAVO FEDERICO CERRILLO ORTIZ CEOG-741128BQ0 [420,2471,546,2498]
notice-body: Monterrey, Nuevo León, a 05 de Febrero del 2025. [10,2192,137,2211]
notice-title: PUBLICACION [591,444,648,453]
notice-signature: LIC. ARNOLDO FRANCISCO SAENZ GALVAN. NOTARIO PUBLICO No. 145. [147,416,272,443]
notice-signature: LICENCIADO PABLO QUIROGA GONZALEZ NOTARIO PÚBLICO TITULAR NÚMERO 57 [427,1492,538,1518]
classified-columns [5,69,961,2567]
legal-notice [10,1513,137,1906]
notice-title: EDICTO [741,1216,771,1225]
notice-title: EDICTO [604,1677,635,1687]
notice-title: PUBLICACION NOTARIAL [297,1088,396,1097]
legal-notice [420,2153,546,2507]
notice-title: AVISO NOTARIAL [449,1215,517,1224]
notice-body: INSTRUMENTO PUBLICO EN ACTA FUERA DE PROTOCOLO NUMERO 133/115,453/2025, de fecha (26) del mes de Marzo del 2025 dos mil veinticinco, se presentó en esta Notaría a mi cargo realizar el JUICIO SUCESORIO INTESTAMENTARIO ACUMULADO A BIENES DE LOS SEÑORES HERMENEGILDO GUZMAN RODRIGUEZ, MARIA ORTIZ VIUDA DE GUZMAN QUIEN EN VIDA TAMBIEN UTILIZO EL NOMBRE DE MARIA TRANSITO ORTIZ Y NATIVIDAD GUZMAN ZAMARRIPA EN VIDA TAMBIEN LLEVÓ LOS SIGUIENTES NOMBRES DE NARCISA G. ZAMARRIPA, NARCISA GUZMAN M., habiéndose nombrado al SEÑOR ANTONIO ZAMARRIPA GUZMAN en su carácter de hijo previo heredero quien manifestó que acepta la herencia y el cargo conferido protestando su fiel y legal desempeño y que va a proceder a formular los inventarios. Lo que publico por dos veces de diez en diez días en cumplimiento a lo establecido por el artículo 882 del Código de Procedimientos Civiles vigente en el Estado. ATENTAMENTE [283,1490,410,1795]
notice-title: EDICTO [604,2068,635,2077]
legal-notice [556,71,682,435]
notice-body: EN LA CIUDAD DE MONTERREY, CAPITAL DEL ESTADO DE NUEVO LEÓN, a los 08 ocho días del mes de Abril del 2025, compareció ante el suscrito Notario Público 57, Licenciado PABLO QUIROGA GONZALEZ, con ejercicio en este Municipio, el señor JETRO SURISADAI BARRON CAVAZOS, en su carácter de heredero a iniciar la TESTAMENTARIA EXTRAJUDICIAL a bienes de la señora MARIA DEL SOCORRO CAVAZOS GONZALEZ quien falleció el 27 (veintisiete) de Mayo del 2024 (dos mil veinticuatro), suscrito Notario Público, con apoyo en el segundo párrafo del Artículo 882 del citado Ordenamiento, dará a conocer éstas declaraciones por medio de dos publicaciones que se harán de diez en diez días, en un periódico de los de mayor circulación en el Estado, para seguir posteriormente el trámite establecido en el Capítulo VIII del mismo Ordenamiento Jurídico. DOY FE [419,1225,546,1489]
column-4 [415,69,552,2576]
notice-body: TERCERA INTERESADA: Construcciones y Desarrollos Crista, Sociedad Anónima de Capital Variable. (DOMICILIO IGNORADO). [692,499,820,538]
notice-body: GENERAL ESCOBEDO, NUEVO LEÓN A 09 DE ABRIL DE 2025. [283,1022,410,1041]
legal-notice [692,961,820,1207]
publication-dates: (14 y 24) [331,678,361,687]
notice-title: PRIMERA PUBLICACIÓN [299,1851,394,1860]
legal-notice [420,620,546,883]
notice-title: AVISO NOTARIAL [585,1275,653,1284]
legal-notice [420,1537,546,2144]
notice-signature: LIC. DEYLA RUTH BARRERA VILLARREAL NOTARIO PÚBLICO NÚMERO 52 [561,2023,677,2049]
notice-body: Monterrey, N.L., 07 de abril de 2025. [419,1149,540,1159]
notice-body: En fecha (04) cuatro del mes de Abril del año (2025) dos mil veinticinco, en la Acta Fuera de Protocolo Número (100/242,993/2025) el Juicio Sucesorio Intestamentario Extrajudicial a bienes de la señora DOLORES MARTINEZ PUENTE habiéndose presentado ante el Suscrito a denunciar dicho Juicio como Único Heredero, el señor RAFAEL GLORIA MARTINEZ, de la sucesión de la sucesión. Lo anterior se publica mediante este aviso por dos ocasiones de (10) diez en (10) diez días, de conformidad con lo dispuesto en el segundo párrafo del artículo (882) ochocientos ochenta y dos del Código de Procedimientos Civiles vigente en el Estado, convocando a las personas que se consideren con derecho a la herencia, para que acudan a deducirlo dentro del término de (30) treinta días contados a partir de la publicación de este edicto. [146,1801,273,2037]
notice-body: San Pedro Garza García, Nuevo León a febrero de 2025 [146,989,273,1008]
legal-notice [556,874,682,1266]
legal-notice [283,1491,410,1841]
publication-dates: (14 y 24) [468,874,498,883]
notice-body: En los términos del artículo 882 (ochocientos ochenta y dos), del Código de Procedimientos Civiles del Estado de Nuevo León, HAGO CONSTAR: La apertura en esta Notaría Pública a mi digno cargo, del Procedimiento Sucesorio Testamentario Extrajudicial a bienes de DIANA MARIVEL GARZA LEAL QUIEN TAMBIEN SE HACIA LLAMAR DIANA MARIBEL GARZA LEAL y las declaraciones que ante mí hizo el señor ROSENDO CORINTO TAMEZ GARZA, en su carácter de Único y Universal Heredero Legítimo, en el sentido de que reconoce sus derechos hereditarios y acepta la herencia que corresponde de acuerdo a las disposiciones legales y testamentarias aplicables. Asimismo, el señor ROSENDO CORINTO TAMEZ GARZA, manifestó que acepta el cargo de Albacea, protesta su fiel y legal desempeño y procederá a formular el inventario de los bienes que forman el acervo de la masa hereditaria. [10,1925,137,2190]
legal-notice [420,892,546,1206]
publication-dates: (14 y 24) [468,2499,498,2507]
notice-body: Con fecha 21 veintiuno del mes de Marzo del año 2025 dos mil veinticinco, queda iniciada en esta Notaría Pública número 58 cincuenta y ocho, a cargo del Suscrito Notario, la Sucesión Intestamentaria, a bienes de la señora GREGORIA GONZÁLEZ HINOJOSA, denunciada por las señoras MARIA EVA HINOJOSA GONZALEZ Y ROSA MARIA GONZALEZ HINOJOSA en su carácter de Únicas y Universales Herederas y en su carácter de Albacea la señora MARIA EVA HINOJOSA GONZALEZ, de todos sus bienes muebles, inmuebles, derechos y acciones respectivamente; convocándose a las personas que se consideren con derecho a la herencia, para que acudan a deducirlo dentro del término de (30) treinta días contados a partir de la última Publicación de este Edicto. Lo anterior se publica mediante este aviso por dos ocasiones de (10) diez en (10) diez días, en cumplimiento en lo dispuesto en el segundo párrafo del Artículo 882 ochocientos ochenta y dos del Código de Procedimientos Civiles Vigente en el Estado. [556,81,683,375]
notice-title: EDICTO DE REMATE [716,1550,796,1559]
